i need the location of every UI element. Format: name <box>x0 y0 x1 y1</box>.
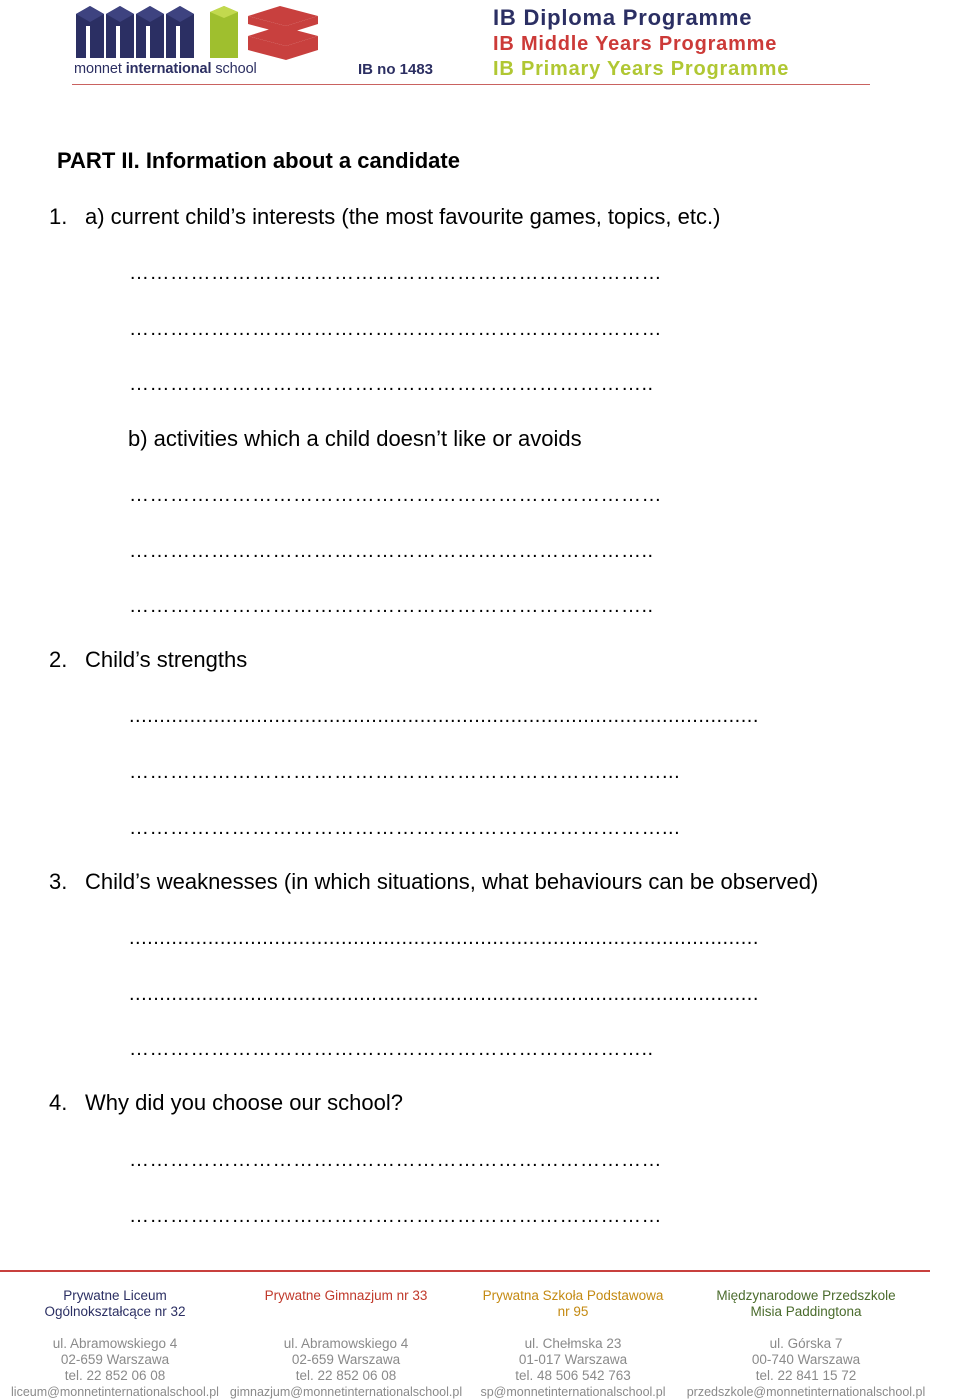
school-name-line: Prywatne Gimnazjum nr 33 <box>264 1288 428 1303</box>
logo-caption-bold: international <box>125 61 212 77</box>
question-number: 4. <box>49 1090 68 1115</box>
answer-line[interactable]: ........................................................................................................ <box>129 983 759 1005</box>
answer-line[interactable]: ........................................................................................................ <box>129 705 759 727</box>
question-text: a) current child’s interests (the most favourite games, topics, etc.) <box>85 204 721 229</box>
school-name-line: Prywatna Szkoła Podstawowa <box>482 1288 664 1303</box>
address-phone: tel. 22 852 06 08 <box>64 1368 166 1383</box>
school-email-link[interactable]: gimnazjum@monnetinternationalschool.pl <box>229 1385 463 1399</box>
answer-line[interactable]: …………………………………………………………………… <box>129 262 662 284</box>
school-name-line: nr 95 <box>557 1304 589 1319</box>
logo-caption-end: school <box>211 61 257 77</box>
address-phone: tel. 48 506 542 763 <box>515 1368 631 1383</box>
address-city: 00-740 Warszawa <box>751 1352 861 1367</box>
address-street: ul. Abramowskiego 4 <box>283 1336 409 1351</box>
school-email-link[interactable]: sp@monnetinternationalschool.pl <box>480 1385 666 1399</box>
answer-line[interactable]: ………………………………………………………………….. <box>129 540 654 562</box>
school-name <box>226 1288 466 1328</box>
school-address <box>686 1336 926 1400</box>
address-city: 02-659 Warszawa <box>291 1352 401 1367</box>
answer-line[interactable]: …………………………………………………………………… <box>129 318 662 340</box>
school-address <box>453 1336 693 1400</box>
question-number: 3. <box>49 869 68 894</box>
header-divider <box>72 84 870 85</box>
programme-diploma: IB Diploma Programme <box>493 5 753 30</box>
footer-school-podstawowa <box>453 1288 693 1400</box>
programme-middle-years: IB Middle Years Programme <box>493 33 778 55</box>
footer-divider <box>0 1270 930 1272</box>
answer-line[interactable]: …………………………………………………………………… <box>129 1205 662 1227</box>
answer-line[interactable]: ………………………………………………………………….. <box>129 1038 654 1060</box>
address-street: ul. Abramowskiego 4 <box>52 1336 178 1351</box>
letterhead <box>0 0 960 90</box>
school-logo-icon <box>72 4 328 62</box>
question-text: Child’s strengths <box>85 647 248 672</box>
answer-line[interactable]: ........................................................................................................ <box>129 927 759 949</box>
school-name <box>0 1288 235 1328</box>
school-name-line: Międzynarodowe Przedszkole <box>716 1288 896 1303</box>
address-phone: tel. 22 841 15 72 <box>755 1368 857 1383</box>
question-1b: b) activities which a child doesn’t like or avoids <box>128 426 582 451</box>
school-name <box>453 1288 693 1328</box>
answer-line[interactable]: ………………………………………………………………….. <box>129 595 654 617</box>
footer-school-przedszkole <box>686 1288 926 1400</box>
address-street: ul. Chełmska 23 <box>524 1336 622 1351</box>
question-text: Why did you choose our school? <box>85 1090 403 1115</box>
logo-caption <box>74 61 257 77</box>
school-email-link[interactable]: liceum@monnetinternationalschool.pl <box>11 1385 219 1399</box>
address-street: ul. Górska 7 <box>769 1336 843 1351</box>
school-email-link[interactable]: przedszkole@monnetinternationalschool.pl <box>686 1385 926 1399</box>
part-title: PART II. Information about a candidate <box>57 148 460 173</box>
answer-line[interactable]: …………………………………………………………………… <box>129 1149 662 1171</box>
school-address <box>226 1336 466 1400</box>
footer-school-liceum <box>0 1288 235 1400</box>
school-name-line: Prywatne Liceum <box>63 1288 167 1303</box>
school-name-line: Ogólnokształcące nr 32 <box>44 1304 186 1319</box>
school-name <box>686 1288 926 1328</box>
school-address <box>0 1336 235 1400</box>
logo-caption-plain: monnet <box>74 61 126 77</box>
answer-line[interactable]: ……………………………………………………………………... <box>129 761 681 783</box>
address-phone: tel. 22 852 06 08 <box>295 1368 397 1383</box>
answer-line[interactable]: ……………………………………………………………………... <box>129 817 681 839</box>
school-name-line: Misia Paddingtona <box>750 1304 862 1319</box>
question-text: Child’s weaknesses (in which situations, what behaviours can be observed) <box>85 869 819 894</box>
address-city: 01-017 Warszawa <box>518 1352 628 1367</box>
answer-line[interactable]: ………………………………………………………………….. <box>129 373 654 395</box>
programme-primary-years: IB Primary Years Programme <box>493 58 790 80</box>
question-number: 2. <box>49 647 68 672</box>
question-number: 1. <box>49 204 68 229</box>
answer-line[interactable]: …………………………………………………………………… <box>129 484 662 506</box>
footer-school-gimnazjum <box>226 1288 466 1400</box>
ib-number: IB no 1483 <box>358 61 434 78</box>
address-city: 02-659 Warszawa <box>60 1352 170 1367</box>
